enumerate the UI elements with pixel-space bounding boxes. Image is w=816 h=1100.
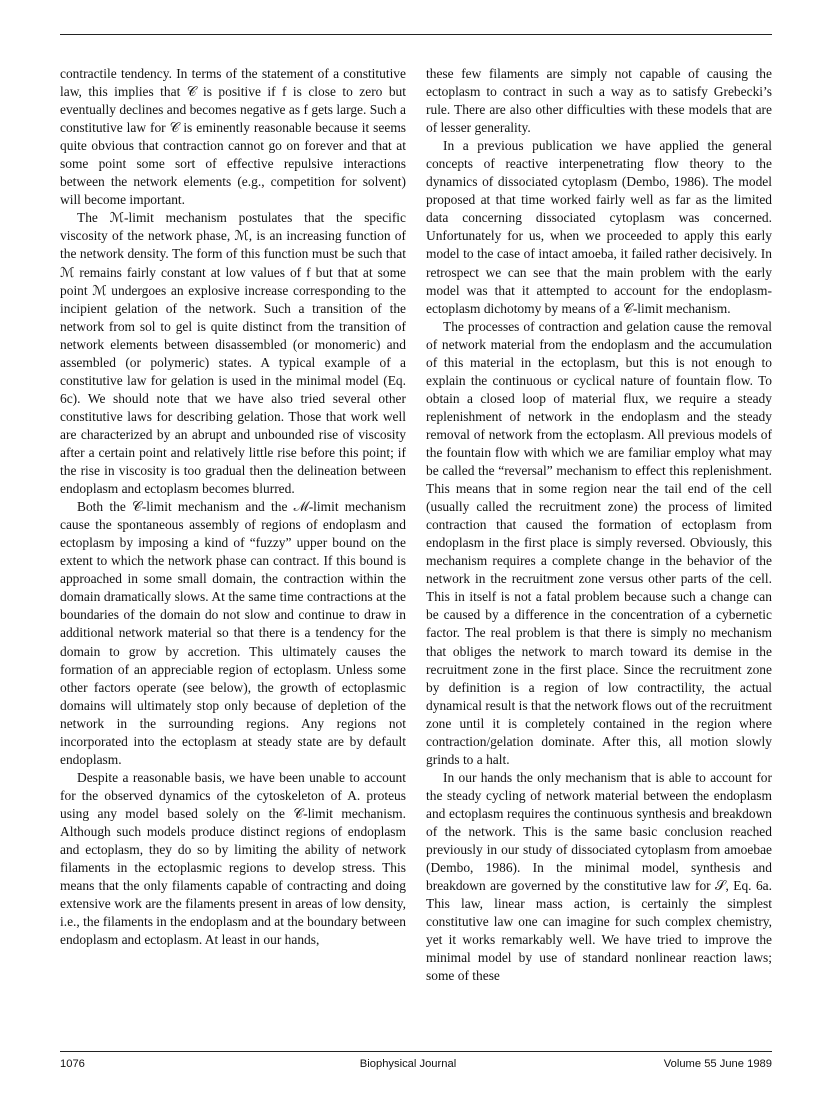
left-column (60, 65, 406, 949)
journal-name: Biophysical Journal (359, 1058, 457, 1070)
paragraph: these few filaments are simply not capable of causing the ectoplasm to contract in such a way as to satisfy Grebecki’s rule. There are also other difficulties with these models that are of lesser generality. (426, 66, 772, 136)
header-rule (60, 34, 772, 35)
paragraph: In our hands the only mechanism that is able to account for the steady cycling of network material between the endoplasm and ectoplasm requires the continuous synthesis and breakdown of the network. This is the same basic conclusion reached previously in our study of dissociated cytoplasm from amoebae (Dembo, 1986). In the minimal model, synthesis and breakdown are governed by the constitutive law for 𝒮, Eq. 6a. This law, linear mass action, is certainly the simplest constitutive law one can imagine for such complex chemistry, yet it works remarkably well. We have tried to improve the minimal model by use of standard nonlinear reaction laws; some of these (426, 769, 772, 984)
paragraph: The ℳ-limit mechanism postulates that the specific viscosity of the network phase, ℳ, is an increasing function of the network density. The form of this function must be such that ℳ remains fairly constant at low values of f but that at some point ℳ undergoes an explosive increase corresponding to the incipient gelation of the network. Such a transition of the network from sol to gel is quite distinct from the transition of network elements between disassembled (or monomeric) and assembled (or polymeric) states. A typical example of a constitutive law for gelation is used in the minimal model (Eq. 6c). We should note that we have also tried several other constitutive laws for describing gelation. Those that work well are characterized by an abrupt and unbounded rise of viscosity after a certain point and relatively little rise before this point; if the rise in viscosity is too gradual then the delineation between endoplasm and ectoplasm becomes blurred. (60, 210, 406, 497)
paragraph: The processes of contraction and gelation cause the removal of network material from the endoplasm and the accumulation of this material in the ectoplasm, but this is not enough to explain the continuous or cyclical nature of fountain flow. To obtain a closed loop of material flux, we require a steady replenishment of network in the endoplasm and the steady removal of network from the ectoplasm. All previous models of the fountain flow with which we are familiar employ what may be called the “reversal” mechanism to effect this replenishment. This means that in some region near the tail end of the cell (usually called the recruitment zone) the process of limited contraction that caused the formation of ectoplasm from endoplasm in the first place is simply reversed. Obviously, this mechanism requires a complete change in the behavior of the network in the recruitment zone versus other parts of the cell. This in itself is not a fatal problem because such a change can be caused by a difference in the concentration of a cybernetic factor. The real problem is that there is simply no mechanism that obliges the network to march toward its demise in the recruitment zone in the first place. Since the recruitment zone by definition is a region of low contractility, the actual dynamical result is that the network flows out of the recruitment zone until it is completely contained in the region where contraction/gelation dominate. After this, all motion slowly grinds to a halt. (426, 318, 772, 767)
paragraph: Despite a reasonable basis, we have been unable to account for the observed dynamics of the cytoskeleton of A. proteus using any model based solely on the 𝒞-limit mechanism. Although such models produce distinct regions of endoplasm and ectoplasm, they do so by limiting the ability of network filaments in the ectoplasmic regions to develop stress. This means that the only filaments capable of contracting and doing extensive work are the filaments present in areas of low density, i.e., the filaments in the endoplasm and at the boundary between endoplasm and ectoplasm. At least in our hands, (60, 769, 406, 948)
paragraph: Both the 𝒞-limit mechanism and the ℳ-limit mechanism cause the spontaneous assembly of regions of endoplasm and ectoplasm by imposing a kind of “fuzzy” upper bound on the extent to which the network phase can contract. If this bound is approached in some small domain, the contraction within the domain dramatically slows. At the same time contractions at the boundaries of the domain do not slow and continue to draw in additional network material so that there is a tendency for the domain to grow by accretion. This ultimately causes the formation of an appreciable region of ectoplasm. Unless some other factors operate (see below), the growth of ectoplasmic domains will ultimately stop only because of depletion of the network in the surrounding regions. Any regions not incorporated into the ectoplasm at steady state are by default endoplasm. (60, 499, 406, 767)
page-number: 1076 (60, 1058, 85, 1070)
footer-rule (60, 1051, 772, 1052)
paragraph: In a previous publication we have applied the general concepts of reactive interpenetrating flow theory to the dynamics of dissociated cytoplasm (Dembo, 1986). The model proposed at that time worked fairly well as far as the limited data concerning dissociated cytoplasm was concerned. Unfortunately for us, when we proceeded to apply this early model to the case of intact amoeba, it failed rather decisively. In retrospect we can see that the main problem with the early model was that it attempted to account for the endoplasm-ectoplasm dichotomy by means of a 𝒞-limit mechanism. (426, 138, 772, 316)
paragraph: contractile tendency. In terms of the statement of a constitutive law, this implies that 𝒞 is positive if f is close to zero but eventually declines and becomes negative as f gets large. Such a constitutive law for 𝒞 is eminently reasonable because it seems quite obvious that contraction cannot go on forever and that at some point some sort of effective repulsive interactions between the network elements (e.g., competition for solvent) will become important. (60, 66, 406, 208)
volume-date: Volume 55 June 1989 (663, 1058, 772, 1070)
right-column (426, 65, 772, 985)
